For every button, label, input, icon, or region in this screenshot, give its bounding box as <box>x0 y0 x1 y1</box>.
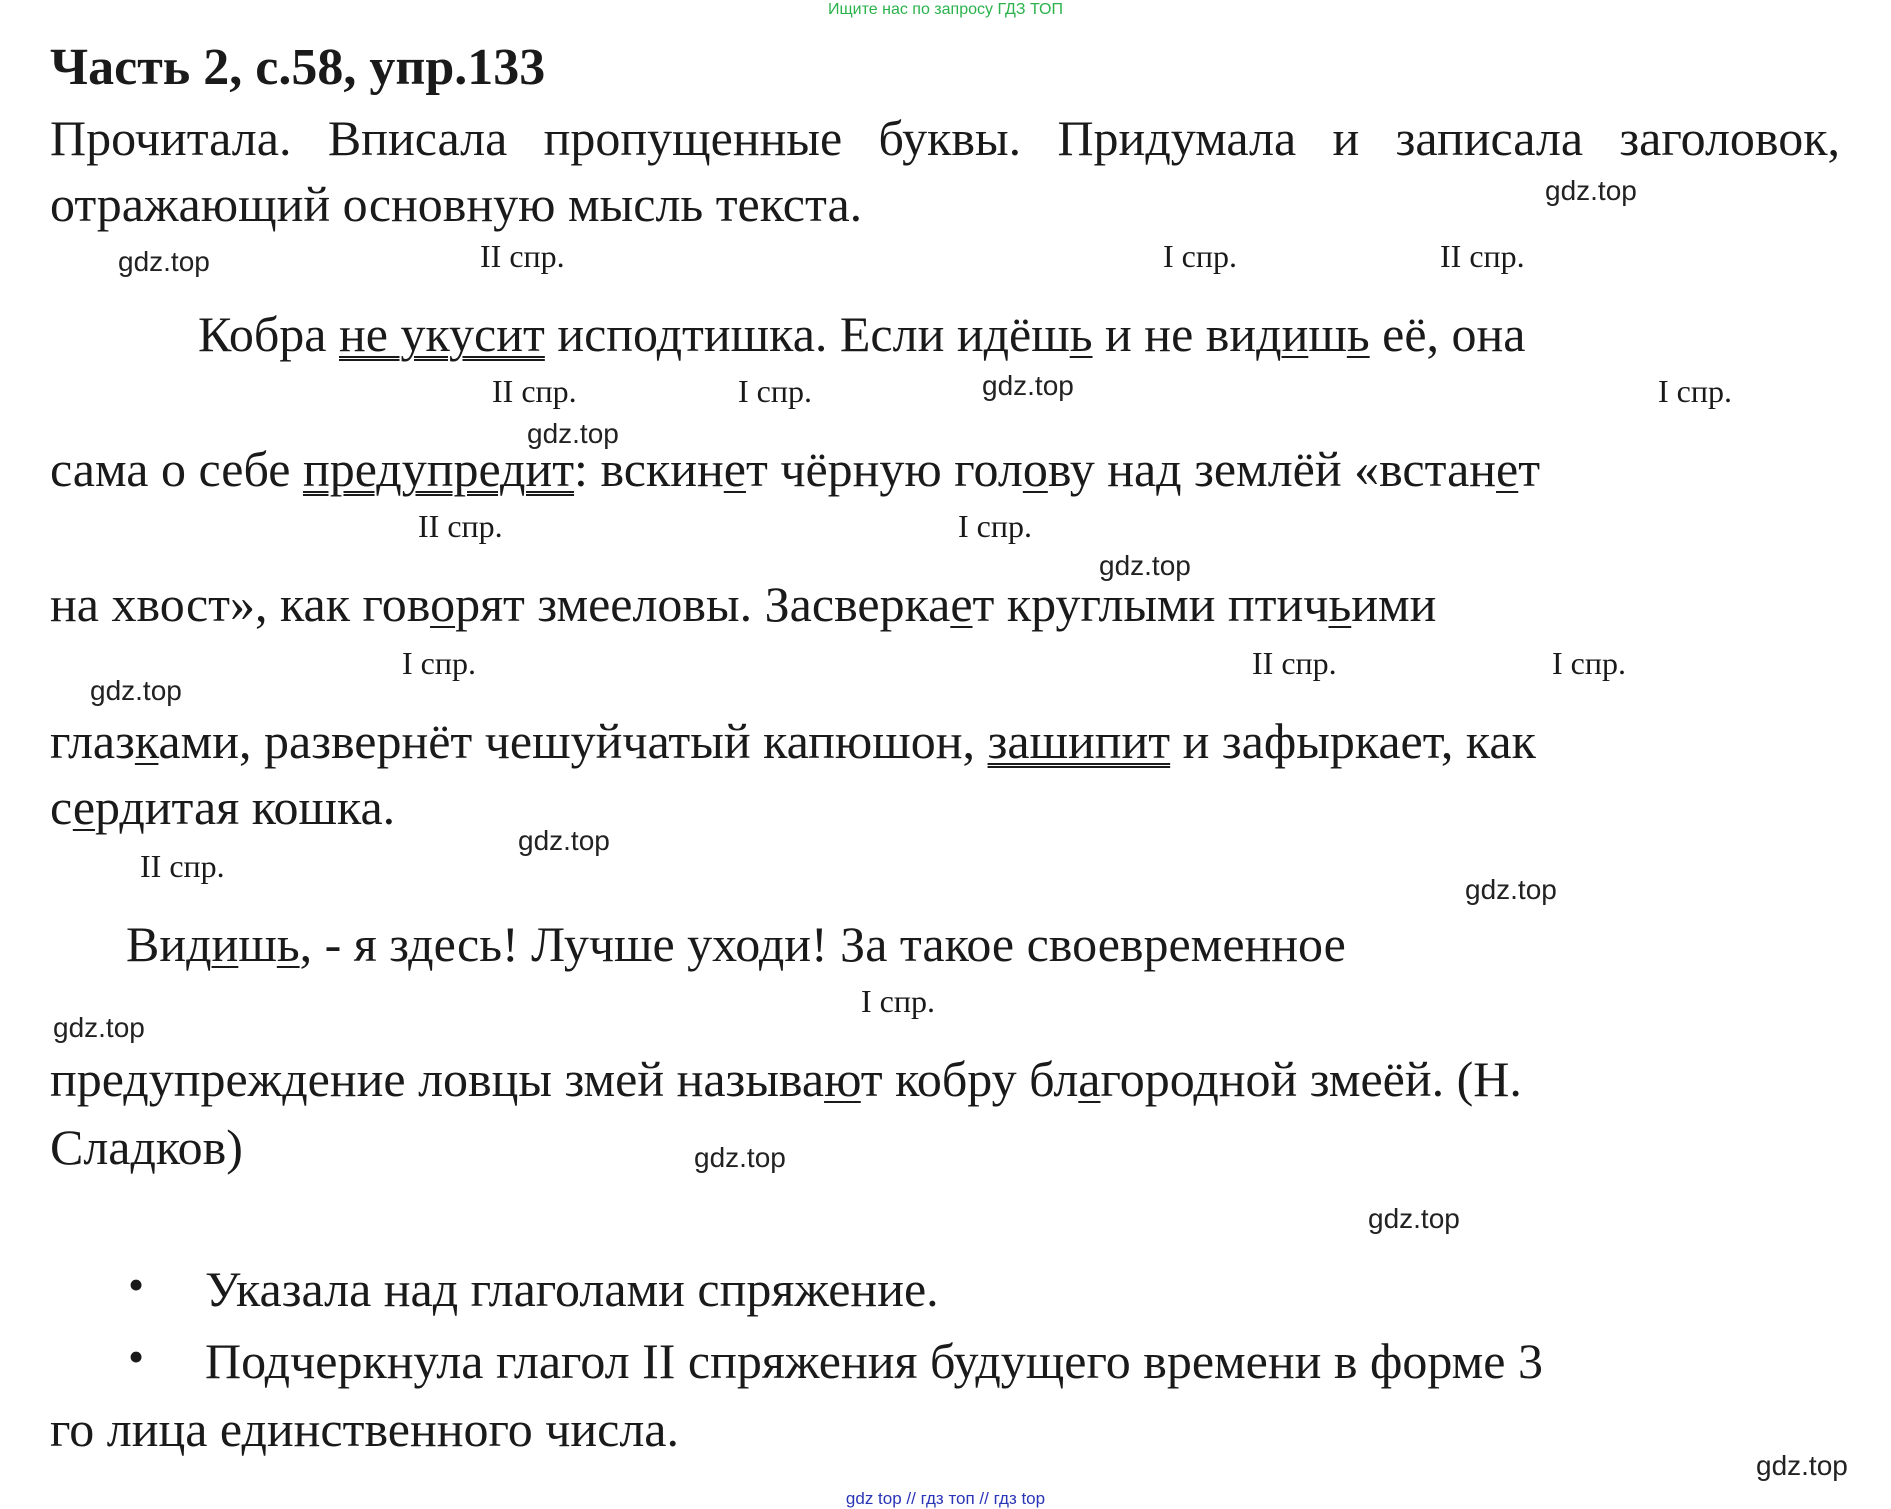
task-bullet-1: Указала над глаголами спряжение. <box>205 1261 939 1317</box>
watermark: gdz.top <box>118 246 210 277</box>
text-line-7: предупреждение ловцы змей называют кобру благородной змеёй. (Н. <box>50 1051 1522 1107</box>
top-search-link[interactable]: Ищите нас по запросу ГДЗ ТОП <box>828 1 1063 18</box>
conj-mark: I спр. <box>738 373 812 409</box>
bullet-icon: • <box>128 1331 145 1382</box>
watermark: gdz.top <box>1756 1450 1848 1481</box>
watermark: gdz.top <box>1099 550 1191 581</box>
text-line-2: сама о себе предупредит: вскинет чёрную голову над землёй «встанет <box>50 441 1541 497</box>
watermark: gdz.top <box>518 825 610 856</box>
conj-mark: II спр. <box>418 508 503 544</box>
text-line-6: Видишь, - я здесь! Лучше уходи! За такое своевременное <box>126 916 1346 972</box>
footer-links[interactable]: gdz top // гдз топ // гдз top <box>845 1489 1046 1508</box>
intro-paragraph: Прочитала. Вписала пропущенные буквы. Придумала и записала заголовок, отражающий основную мысль текста. <box>50 110 1840 232</box>
task-bullet-2-cont: го лица единственного числа. <box>50 1401 679 1457</box>
conj-mark: II спр. <box>492 373 577 409</box>
text-line-5: сердитая кошка. <box>50 779 396 835</box>
text-line-1: Кобра не укусит исподтишка. Если идёшь и не видишь её, она <box>198 306 1526 362</box>
conj-mark: I спр. <box>1552 645 1626 681</box>
conj-mark: II спр. <box>1252 645 1337 681</box>
text-line-8: Сладков) <box>50 1119 243 1175</box>
conj-mark: II спр. <box>480 238 565 274</box>
bullet-icon: • <box>128 1259 145 1310</box>
conj-mark: I спр. <box>402 645 476 681</box>
watermark: gdz.top <box>694 1142 786 1173</box>
text-line-3: на хвост», как говорят змееловы. Засверкает круглыми птичьими <box>50 576 1437 632</box>
watermark: gdz.top <box>1545 175 1637 206</box>
watermark: gdz.top <box>1465 874 1557 905</box>
watermark: gdz.top <box>527 418 619 449</box>
underlined-verb: предупредит <box>302 441 575 497</box>
underlined-verb: зашипит <box>987 713 1171 769</box>
watermark: gdz.top <box>90 675 182 706</box>
conj-mark: I спр. <box>1163 238 1237 274</box>
underlined-verb: не укусит <box>339 306 545 362</box>
conj-mark: II спр. <box>1440 238 1525 274</box>
text-line-4: глазками, развернёт чешуйчатый капюшон, зашипит и зафыркает, как <box>50 713 1536 769</box>
watermark: gdz.top <box>982 370 1074 401</box>
conj-mark: II спр. <box>140 848 225 884</box>
watermark: gdz.top <box>1368 1203 1460 1234</box>
conj-mark: I спр. <box>1658 373 1732 409</box>
conj-mark: I спр. <box>861 983 935 1019</box>
page-title: Часть 2, с.58, упр.133 <box>50 39 546 96</box>
watermark: gdz.top <box>53 1012 145 1043</box>
conj-mark: I спр. <box>958 508 1032 544</box>
task-bullet-2: Подчеркнула глагол II спряжения будущего времени в форме 3 <box>205 1333 1543 1389</box>
